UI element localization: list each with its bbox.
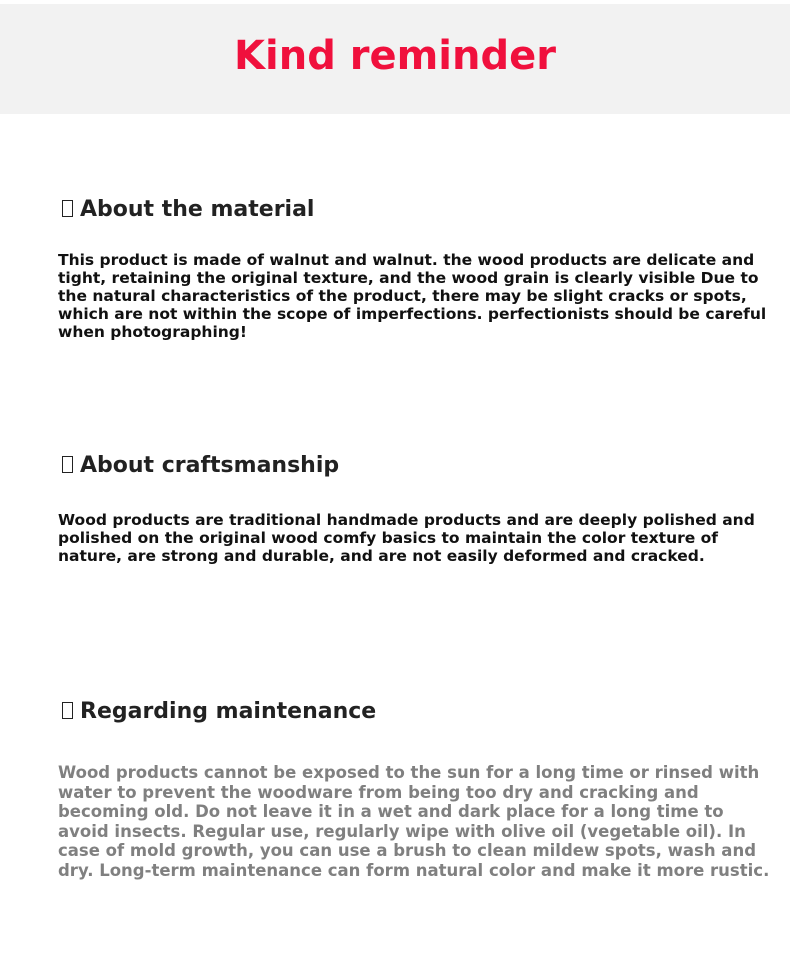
material-heading — [62, 196, 314, 224]
box-glyph-icon — [62, 456, 73, 473]
box-glyph-icon — [62, 200, 73, 217]
box-glyph-icon — [62, 702, 73, 719]
maintenance-line: water to prevent the woodware from being too dry and cracking and — [58, 782, 699, 802]
craftsmanship-line: polished on the original wood comfy basics to maintain the color texture of — [58, 529, 719, 547]
maintenance-line: avoid insects. Regular use, regularly wipe with olive oil (vegetable oil). In — [58, 821, 746, 841]
maintenance-heading-text: Regarding maintenance — [80, 699, 377, 724]
material-line: This product is made of walnut and walnut. the wood products are delicate and — [58, 251, 755, 269]
page-title: Kind reminder — [234, 33, 556, 79]
material-line: when photographing! — [58, 323, 247, 341]
maintenance-heading — [62, 698, 376, 726]
craftsmanship-line: Wood products are traditional handmade products and are deeply polished and — [58, 511, 755, 529]
material-line: which are not within the scope of imperfections. perfectionists should be careful — [58, 305, 767, 323]
craftsmanship-heading-text: About craftsmanship — [80, 453, 340, 478]
craftsmanship-body — [58, 511, 755, 565]
material-body — [58, 251, 766, 341]
material-heading-text: About the material — [80, 197, 315, 222]
maintenance-line: Wood products cannot be exposed to the sun for a long time or rinsed with — [58, 763, 760, 782]
maintenance-body — [58, 763, 769, 881]
material-line: tight, retaining the original texture, and the wood grain is clearly visible Due to — [58, 269, 759, 287]
craftsmanship-line: nature, are strong and durable, and are not easily deformed and cracked. — [58, 547, 705, 565]
maintenance-line: dry. Long-term maintenance can form natural color and make it more rustic. — [58, 860, 770, 880]
maintenance-line: case of mold growth, you can use a brush to clean mildew spots, wash and — [58, 841, 757, 861]
maintenance-line: becoming old. Do not leave it in a wet and dark place for a long time to — [58, 802, 724, 822]
material-line: the natural characteristics of the product, there may be slight cracks or spots, — [58, 287, 747, 305]
craftsmanship-heading — [62, 452, 339, 480]
